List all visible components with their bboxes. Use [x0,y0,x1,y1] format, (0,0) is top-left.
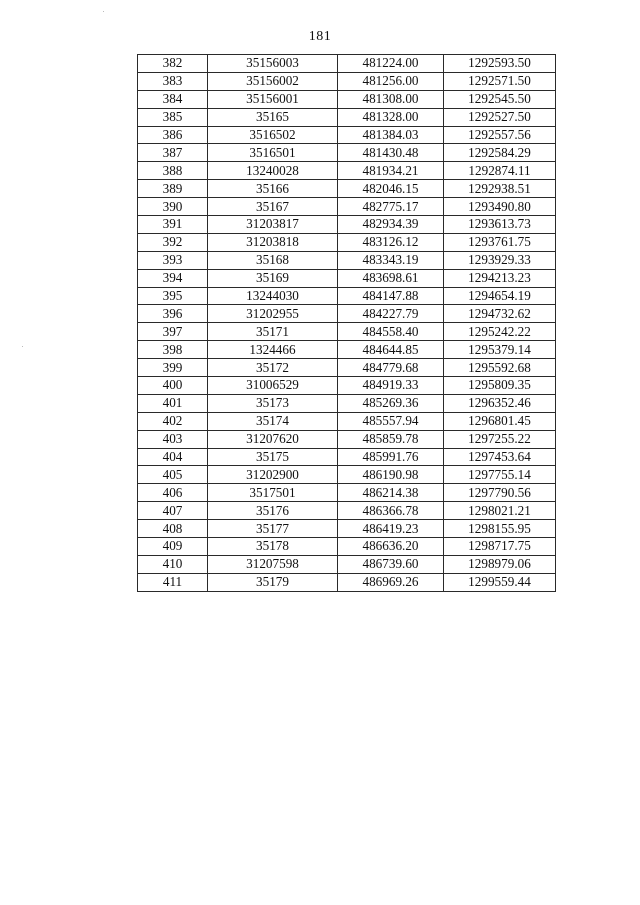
table-row [138,573,556,591]
table-row [138,108,556,126]
y-coordinate-cell: 1298979.06 [444,555,556,573]
point-id-cell: 35176 [208,502,338,520]
table-row [138,502,556,520]
y-coordinate-cell: 1297255.22 [444,430,556,448]
x-coordinate-cell: 485859.78 [338,430,444,448]
point-number-cell: 404 [138,448,208,466]
x-coordinate-cell: 481384.03 [338,126,444,144]
point-id-cell: 35156003 [208,55,338,73]
point-id-cell: 35169 [208,269,338,287]
x-coordinate-cell: 485991.76 [338,448,444,466]
y-coordinate-cell: 1292527.50 [444,108,556,126]
x-coordinate-cell: 483343.19 [338,251,444,269]
point-id-cell: 31202900 [208,466,338,484]
x-coordinate-cell: 481934.21 [338,162,444,180]
table-row [138,430,556,448]
y-coordinate-cell: 1296801.45 [444,412,556,430]
y-coordinate-cell: 1293613.73 [444,216,556,234]
point-number-cell: 391 [138,216,208,234]
point-id-cell: 35172 [208,359,338,377]
y-coordinate-cell: 1292938.51 [444,180,556,198]
table-row [138,538,556,556]
table-row [138,323,556,341]
y-coordinate-cell: 1292545.50 [444,90,556,108]
point-number-cell: 392 [138,233,208,251]
point-id-cell: 35179 [208,573,338,591]
point-id-cell: 35167 [208,198,338,216]
point-number-cell: 394 [138,269,208,287]
x-coordinate-cell: 484779.68 [338,359,444,377]
point-number-cell: 390 [138,198,208,216]
point-number-cell: 382 [138,55,208,73]
point-id-cell: 3516501 [208,144,338,162]
point-number-cell: 410 [138,555,208,573]
x-coordinate-cell: 484644.85 [338,341,444,359]
x-coordinate-cell: 486636.20 [338,538,444,556]
y-coordinate-cell: 1298155.95 [444,520,556,538]
point-id-cell: 35178 [208,538,338,556]
table-row [138,484,556,502]
y-coordinate-cell: 1299559.44 [444,573,556,591]
point-number-cell: 398 [138,341,208,359]
page-number: 181 [308,29,332,44]
x-coordinate-cell: 484227.79 [338,305,444,323]
point-number-cell: 388 [138,162,208,180]
point-id-cell: 13240028 [208,162,338,180]
x-coordinate-cell: 486419.23 [338,520,444,538]
y-coordinate-cell: 1297755.14 [444,466,556,484]
y-coordinate-cell: 1294213.23 [444,269,556,287]
x-coordinate-cell: 481328.00 [338,108,444,126]
table-row [138,90,556,108]
table-row [138,448,556,466]
table-row [138,144,556,162]
point-number-cell: 408 [138,520,208,538]
x-coordinate-cell: 486366.78 [338,502,444,520]
point-number-cell: 400 [138,377,208,395]
table-row [138,198,556,216]
y-coordinate-cell: 1293929.33 [444,251,556,269]
y-coordinate-cell: 1295592.68 [444,359,556,377]
scan-speck [103,11,104,12]
point-id-cell: 13244030 [208,287,338,305]
point-number-cell: 399 [138,359,208,377]
x-coordinate-cell: 486190.98 [338,466,444,484]
point-id-cell: 1324466 [208,341,338,359]
x-coordinate-cell: 482046.15 [338,180,444,198]
point-number-cell: 396 [138,305,208,323]
table-row [138,269,556,287]
y-coordinate-cell: 1294732.62 [444,305,556,323]
x-coordinate-cell: 481308.00 [338,90,444,108]
table-row [138,520,556,538]
x-coordinate-cell: 481430.48 [338,144,444,162]
point-number-cell: 395 [138,287,208,305]
y-coordinate-cell: 1298717.75 [444,538,556,556]
point-number-cell: 389 [138,180,208,198]
x-coordinate-cell: 484147.88 [338,287,444,305]
table-row [138,55,556,73]
table-row [138,555,556,573]
x-coordinate-cell: 482934.39 [338,216,444,234]
point-number-cell: 385 [138,108,208,126]
point-id-cell: 31207620 [208,430,338,448]
point-id-cell: 3516502 [208,126,338,144]
y-coordinate-cell: 1292874.11 [444,162,556,180]
table-row [138,466,556,484]
x-coordinate-cell: 486739.60 [338,555,444,573]
x-coordinate-cell: 481256.00 [338,72,444,90]
table-row [138,180,556,198]
point-number-cell: 397 [138,323,208,341]
point-id-cell: 3517501 [208,484,338,502]
y-coordinate-cell: 1295379.14 [444,341,556,359]
point-id-cell: 31202955 [208,305,338,323]
point-id-cell: 31203818 [208,233,338,251]
coordinates-table-body [138,55,556,592]
x-coordinate-cell: 482775.17 [338,198,444,216]
y-coordinate-cell: 1293490.80 [444,198,556,216]
x-coordinate-cell: 483698.61 [338,269,444,287]
table-row [138,359,556,377]
point-id-cell: 35171 [208,323,338,341]
table-row [138,72,556,90]
x-coordinate-cell: 486214.38 [338,484,444,502]
y-coordinate-cell: 1297790.56 [444,484,556,502]
table-row [138,126,556,144]
table-row [138,412,556,430]
y-coordinate-cell: 1293761.75 [444,233,556,251]
point-id-cell: 31006529 [208,377,338,395]
x-coordinate-cell: 484919.33 [338,377,444,395]
table-row [138,233,556,251]
table-row [138,377,556,395]
point-number-cell: 402 [138,412,208,430]
scan-speck [22,346,23,347]
table-row [138,162,556,180]
point-id-cell: 31203817 [208,216,338,234]
y-coordinate-cell: 1292584.29 [444,144,556,162]
table-row [138,305,556,323]
table-row [138,287,556,305]
point-id-cell: 35174 [208,412,338,430]
y-coordinate-cell: 1297453.64 [444,448,556,466]
x-coordinate-cell: 484558.40 [338,323,444,341]
point-number-cell: 409 [138,538,208,556]
point-number-cell: 403 [138,430,208,448]
point-number-cell: 387 [138,144,208,162]
point-id-cell: 35156002 [208,72,338,90]
point-id-cell: 35173 [208,394,338,412]
x-coordinate-cell: 483126.12 [338,233,444,251]
point-id-cell: 35165 [208,108,338,126]
x-coordinate-cell: 485557.94 [338,412,444,430]
point-number-cell: 384 [138,90,208,108]
x-coordinate-cell: 481224.00 [338,55,444,73]
point-id-cell: 35175 [208,448,338,466]
point-id-cell: 35168 [208,251,338,269]
table-row [138,251,556,269]
point-number-cell: 393 [138,251,208,269]
y-coordinate-cell: 1295809.35 [444,377,556,395]
point-number-cell: 407 [138,502,208,520]
point-id-cell: 31207598 [208,555,338,573]
point-number-cell: 401 [138,394,208,412]
y-coordinate-cell: 1292557.56 [444,126,556,144]
table-row [138,216,556,234]
point-id-cell: 35177 [208,520,338,538]
y-coordinate-cell: 1294654.19 [444,287,556,305]
x-coordinate-cell: 486969.26 [338,573,444,591]
point-id-cell: 35156001 [208,90,338,108]
point-number-cell: 406 [138,484,208,502]
table-row [138,341,556,359]
point-id-cell: 35166 [208,180,338,198]
y-coordinate-cell: 1292571.50 [444,72,556,90]
point-number-cell: 411 [138,573,208,591]
coordinates-table [137,54,556,592]
y-coordinate-cell: 1298021.21 [444,502,556,520]
y-coordinate-cell: 1296352.46 [444,394,556,412]
point-number-cell: 405 [138,466,208,484]
y-coordinate-cell: 1292593.50 [444,55,556,73]
x-coordinate-cell: 485269.36 [338,394,444,412]
y-coordinate-cell: 1295242.22 [444,323,556,341]
point-number-cell: 386 [138,126,208,144]
table-row [138,394,556,412]
point-number-cell: 383 [138,72,208,90]
